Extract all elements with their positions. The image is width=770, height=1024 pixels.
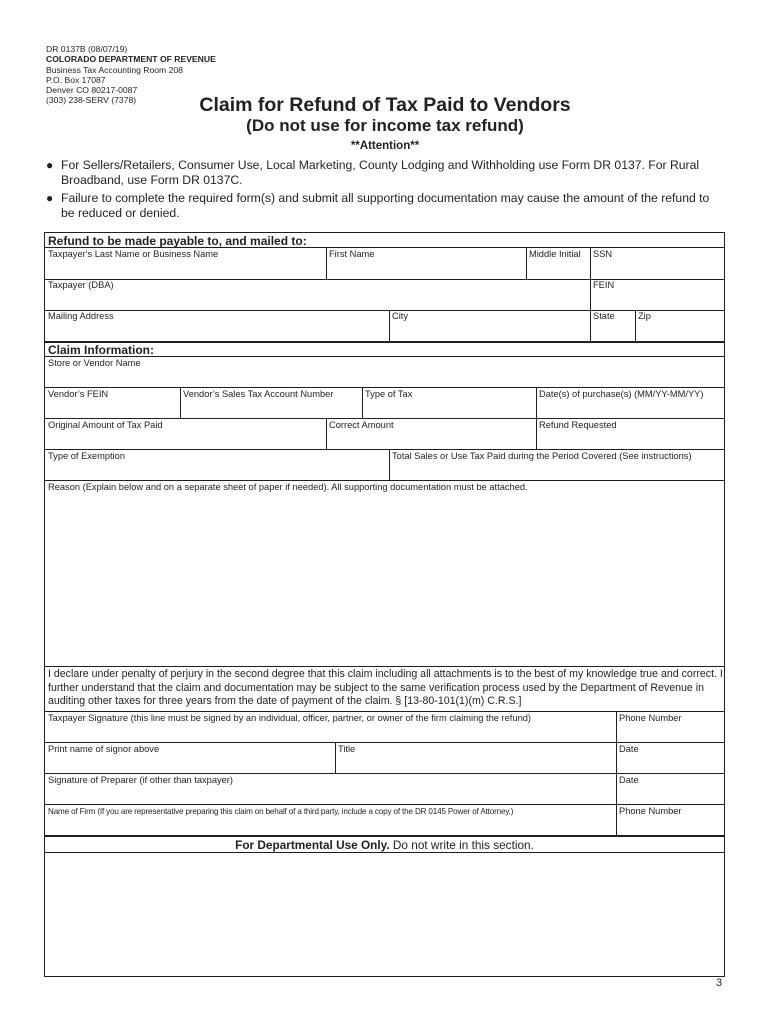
preparer-date-label: Date xyxy=(619,775,639,785)
taxpayer-signature-field[interactable] xyxy=(47,726,613,742)
declaration-text: I declare under penalty of perjury in the second degree that this claim including all attachments is to the best of my knowledge true and correct. I further understand that the claim and documentation may be subject to the same verification process used by the Department of Revenue in auditing other taxes for three years from the date of payment of the claim. § [13-80-101(1)(m) C.R.S.] xyxy=(48,668,723,707)
divider xyxy=(536,387,537,418)
signor-title-label: Title xyxy=(338,744,356,754)
firm-name-label: Name of Firm (If you are representative preparing this claim on behalf of a third party, include a copy of the DR 0145 Power of Attorney.) xyxy=(48,807,514,816)
divider xyxy=(389,449,390,480)
form-subtitle: (Do not use for income tax refund) xyxy=(246,116,524,135)
print-name-label: Print name of signor above xyxy=(48,744,160,754)
state-field[interactable] xyxy=(592,323,632,339)
middle-initial-field[interactable] xyxy=(528,261,588,277)
agency-phone: (303) 238-SERV (7378) xyxy=(46,95,137,106)
divider xyxy=(590,248,591,279)
refund-requested-label: Refund Requested xyxy=(539,420,617,430)
divider xyxy=(389,310,390,341)
bullet-icon: ● xyxy=(46,158,54,172)
divider xyxy=(616,742,617,773)
form-number: DR 0137B (08/07/19) xyxy=(46,44,128,54)
bullet-icon: ● xyxy=(46,191,54,205)
divider xyxy=(526,248,527,279)
page-number: 3 xyxy=(716,977,723,989)
divider xyxy=(590,310,591,341)
firm-phone-label: Phone Number xyxy=(619,806,682,816)
divider xyxy=(45,356,724,357)
print-name-field[interactable] xyxy=(47,757,333,773)
mailing-address-label: Mailing Address xyxy=(48,311,114,321)
reason-label xyxy=(48,482,528,493)
instructions-list xyxy=(46,158,726,224)
vendor-account-field[interactable] xyxy=(182,401,360,417)
divider xyxy=(45,310,724,311)
agency-address-line1: Business Tax Accounting Room 208 xyxy=(46,64,183,75)
agency-address-line2: P.O. Box 17087 xyxy=(46,74,106,85)
correct-amount-label: Correct Amount xyxy=(329,420,394,430)
divider xyxy=(590,279,591,310)
sign-date-label: Date xyxy=(619,744,639,754)
last-name-label: Taxpayer's Last Name or Business Name xyxy=(48,249,219,259)
state-label: State xyxy=(593,311,615,321)
agency-address-line3: Denver CO 80217-0087 xyxy=(46,85,138,96)
first-name-label: First Name xyxy=(329,249,375,259)
departmental-use-heading xyxy=(45,838,724,852)
middle-initial-label: Middle Initial xyxy=(529,249,581,259)
mailing-address-field[interactable] xyxy=(47,323,387,339)
exemption-type-label: Type of Exemption xyxy=(48,451,125,461)
divider xyxy=(326,418,327,449)
total-sales-label: Total Sales or Use Tax Paid during the Period Covered (See instructions) xyxy=(392,451,692,461)
divider xyxy=(616,804,617,835)
divider xyxy=(45,449,724,450)
original-amount-label: Original Amount of Tax Paid xyxy=(48,420,163,430)
divider xyxy=(45,804,724,805)
preparer-signature-field[interactable] xyxy=(47,788,613,804)
divider xyxy=(45,247,724,248)
divider xyxy=(362,387,363,418)
fein-label: FEIN xyxy=(593,280,615,290)
divider xyxy=(616,773,617,804)
firm-phone-field[interactable] xyxy=(618,819,722,835)
vendor-account-label: Vendor’s Sales Tax Account Number xyxy=(183,389,334,399)
divider xyxy=(45,387,724,388)
ssn-field[interactable] xyxy=(592,261,722,277)
zip-field[interactable] xyxy=(637,323,722,339)
last-name-field[interactable] xyxy=(47,261,325,277)
first-name-field[interactable] xyxy=(328,261,524,277)
divider xyxy=(536,418,537,449)
departmental-use-bold: For Departmental Use Only. xyxy=(235,838,390,852)
instruction-text: Failure to complete the required form(s) and submit all supporting documentation may cause the amount of the refund to be reduced or denied. xyxy=(61,191,710,220)
city-label: City xyxy=(392,311,409,321)
form-title: Claim for Refund of Tax Paid to Vendors xyxy=(199,94,571,116)
vendor-fein-field[interactable] xyxy=(47,401,177,417)
reason-textarea[interactable] xyxy=(47,495,722,663)
divider xyxy=(45,279,724,280)
total-sales-field[interactable] xyxy=(391,463,722,479)
divider xyxy=(45,852,724,853)
divider xyxy=(45,835,724,837)
original-amount-field[interactable] xyxy=(47,432,323,448)
exemption-type-field[interactable] xyxy=(47,463,387,479)
divider xyxy=(45,711,724,712)
vendor-fein-label: Vendor’s FEIN xyxy=(48,389,109,399)
divider xyxy=(326,248,327,279)
signor-title-field[interactable] xyxy=(337,757,613,773)
agency-name: COLORADO DEPARTMENT OF REVENUE xyxy=(46,54,216,65)
dba-label: Taxpayer (DBA) xyxy=(48,280,114,290)
refund-requested-field[interactable] xyxy=(538,432,722,448)
instruction-item xyxy=(46,158,726,188)
ssn-label: SSN xyxy=(593,249,613,259)
zip-label: Zip xyxy=(638,311,651,321)
attention-label: **Attention** xyxy=(350,140,420,152)
divider xyxy=(616,711,617,742)
phone-number-field[interactable] xyxy=(618,726,722,742)
instruction-item xyxy=(46,191,726,221)
refund-section-heading: Refund to be made payable to, and mailed to: xyxy=(48,234,307,248)
dba-field[interactable] xyxy=(47,292,587,308)
divider xyxy=(180,387,181,418)
sign-date-field[interactable] xyxy=(618,757,722,773)
refund-form xyxy=(44,232,725,977)
store-vendor-field[interactable] xyxy=(47,370,722,386)
preparer-signature-label: Signature of Preparer (if other than taxpayer) xyxy=(48,775,234,785)
phone-number-label: Phone Number xyxy=(619,713,682,723)
claim-section-heading: Claim Information: xyxy=(48,343,155,357)
divider xyxy=(45,480,724,481)
instruction-text: For Sellers/Retailers, Consumer Use, Local Marketing, County Lodging and Withholding use Form DR 0137. For Rural Broadband, use Form DR 0137C. xyxy=(61,158,700,187)
purchase-dates-field[interactable] xyxy=(538,401,722,417)
divider xyxy=(45,666,724,667)
divider xyxy=(335,742,336,773)
divider xyxy=(45,773,724,774)
city-field[interactable] xyxy=(391,323,588,339)
store-vendor-label: Store or Vendor Name xyxy=(48,358,141,368)
divider xyxy=(45,742,724,743)
type-of-tax-field[interactable] xyxy=(364,401,534,417)
firm-name-field[interactable] xyxy=(47,819,613,835)
correct-amount-field[interactable] xyxy=(328,432,534,448)
divider xyxy=(635,310,636,341)
reason-text: Reason (Explain below and on a separate sheet of paper if needed). All supporting documentation must be attached. xyxy=(48,482,528,492)
taxpayer-signature-label: Taxpayer Signature (this line must be signed by an individual, officer, partner, or owner of the firm claiming the refund) xyxy=(48,713,532,723)
divider xyxy=(45,418,724,419)
fein-field[interactable] xyxy=(592,292,722,308)
purchase-dates-label: Date(s) of purchase(s) (MM/YY-MM/YY) xyxy=(539,389,704,399)
departmental-use-note: Do not write in this section. xyxy=(389,838,534,852)
preparer-date-field[interactable] xyxy=(618,788,722,804)
type-of-tax-label: Type of Tax xyxy=(365,389,413,399)
